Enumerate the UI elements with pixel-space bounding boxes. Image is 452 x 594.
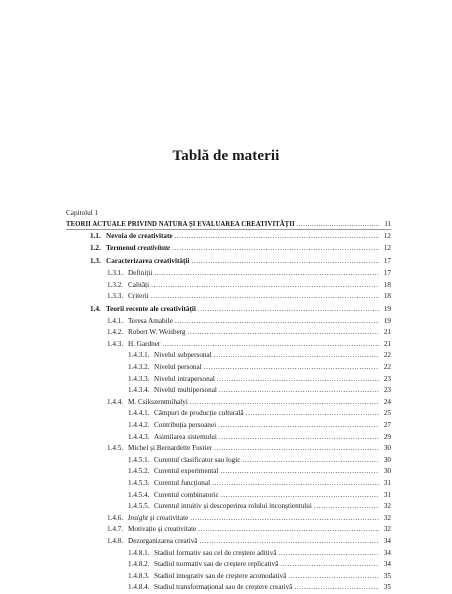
toc-entry-label: Nivelul multipersonal bbox=[154, 386, 217, 395]
toc-entry[interactable] bbox=[66, 490, 391, 502]
toc-entry-label: Calități bbox=[128, 280, 150, 289]
toc-entry-label bbox=[128, 513, 188, 525]
toc-entry[interactable] bbox=[66, 243, 391, 255]
dot-leader bbox=[214, 443, 379, 455]
toc-entry[interactable] bbox=[66, 231, 391, 243]
toc-entry-label bbox=[106, 243, 170, 255]
toc-entry[interactable] bbox=[66, 268, 391, 280]
toc-entry-number: 1.4.5.1. bbox=[128, 455, 150, 464]
toc-entry-page: 31 bbox=[383, 478, 391, 487]
toc-entry-number: 1.2. bbox=[90, 244, 101, 253]
toc-entry-label: Câmpuri de producție culturală bbox=[154, 409, 244, 418]
toc-entry-page: 12 bbox=[383, 244, 391, 253]
dot-leader bbox=[214, 350, 379, 362]
toc-entry-label-italic: creativitate bbox=[137, 244, 171, 253]
toc-entry[interactable] bbox=[66, 524, 391, 536]
dot-leader bbox=[219, 385, 379, 397]
toc-entry[interactable] bbox=[66, 304, 391, 316]
toc-entry-number: 1.4.3.2. bbox=[128, 363, 150, 372]
toc-entry-label: Stadiul formativ sau cel de creștere aditivă bbox=[154, 548, 277, 557]
toc-entry-label-part: Termenul bbox=[106, 244, 138, 253]
toc-entry[interactable] bbox=[66, 280, 391, 292]
toc-entry-label-italic: Insight bbox=[128, 513, 148, 522]
toc-entry-label-part: și creativitate bbox=[147, 513, 189, 522]
toc-entry-number: 1.4.5.3. bbox=[128, 478, 150, 487]
toc-entry-number: 1.4.4.1. bbox=[128, 409, 150, 418]
toc-entry-label: Curentul clasificator sau logic bbox=[154, 455, 241, 464]
toc-entry-number: 1.3.2. bbox=[107, 280, 124, 289]
dot-leader bbox=[175, 231, 379, 243]
toc-entry-label: Robert W. Weisberg bbox=[128, 328, 186, 337]
toc-entry-page: 18 bbox=[383, 292, 391, 301]
toc-entry[interactable] bbox=[66, 466, 391, 478]
dot-leader bbox=[242, 455, 379, 467]
toc-entry[interactable] bbox=[66, 397, 391, 409]
dot-leader bbox=[151, 291, 379, 303]
dot-leader bbox=[200, 536, 380, 548]
dot-leader bbox=[219, 432, 379, 444]
toc-entry[interactable] bbox=[66, 385, 391, 397]
toc-entry-number: 1.4.5.5. bbox=[128, 502, 150, 511]
toc-entry-number: 1.4.1. bbox=[107, 316, 124, 325]
toc-entry-number: 1.4.7. bbox=[107, 525, 124, 534]
toc-entry-page: 11 bbox=[384, 221, 391, 228]
toc-entry[interactable] bbox=[66, 291, 391, 303]
toc-entry-page: 30 bbox=[383, 467, 391, 476]
toc-entry[interactable] bbox=[66, 420, 391, 432]
toc-entry-page: 22 bbox=[383, 351, 391, 360]
dot-leader bbox=[212, 478, 379, 490]
dot-leader bbox=[172, 243, 379, 255]
toc-entry-page: 22 bbox=[383, 363, 391, 372]
toc-entry-page: 21 bbox=[383, 339, 391, 348]
toc-entry-label: Asimilarea sistemului bbox=[154, 432, 217, 441]
toc-entry-page: 25 bbox=[383, 409, 391, 418]
toc-entry-page: 30 bbox=[383, 455, 391, 464]
toc-entry-number: 1.4. bbox=[90, 305, 101, 314]
toc-entry-number: 1.4.8. bbox=[107, 536, 124, 545]
toc-entry-page: 23 bbox=[383, 386, 391, 395]
toc-entry[interactable] bbox=[66, 256, 391, 268]
dot-leader bbox=[297, 219, 379, 231]
toc-entry[interactable] bbox=[66, 408, 391, 420]
toc-entry-number: 1.4.8.4. bbox=[128, 583, 150, 592]
toc-entry-number: 1.4.4.3. bbox=[128, 432, 150, 441]
dot-leader bbox=[280, 559, 379, 571]
toc-entry-page: 18 bbox=[383, 280, 391, 289]
dot-leader bbox=[314, 501, 379, 513]
toc-entry-number: 1.4.3.3. bbox=[128, 374, 150, 383]
dot-leader bbox=[162, 339, 379, 351]
toc-entry-page: 12 bbox=[383, 231, 391, 240]
toc-entry-number: 1.4.6. bbox=[107, 513, 124, 522]
toc-entry[interactable] bbox=[66, 443, 391, 455]
toc-entry-page: 30 bbox=[383, 444, 391, 453]
toc-entry[interactable] bbox=[66, 559, 391, 571]
toc-entry-page: 34 bbox=[383, 536, 391, 545]
toc-entry-number: 1.4.5. bbox=[107, 444, 124, 453]
toc-entry-page: 19 bbox=[383, 316, 391, 325]
toc-entry-label: Criterii bbox=[128, 292, 149, 301]
toc-entry[interactable] bbox=[66, 316, 391, 328]
toc-entry-label: Michel și Bernardette Fustier bbox=[128, 444, 213, 453]
dot-leader bbox=[221, 490, 379, 502]
dot-leader bbox=[279, 548, 379, 560]
toc-entry[interactable] bbox=[66, 501, 391, 513]
toc-entry[interactable] bbox=[66, 582, 391, 594]
toc-entry-page: 17 bbox=[383, 268, 391, 277]
toc-entry-label: Curentul experimental bbox=[154, 467, 219, 476]
toc-entry[interactable] bbox=[66, 327, 391, 339]
toc-entry-number: 1.4.2. bbox=[107, 328, 124, 337]
toc-entry-label: Motivație și creativitate bbox=[128, 525, 197, 534]
toc-entry-label: M. Csikszentmihalyi bbox=[128, 397, 188, 406]
toc-entry-number: 1.4.5.4. bbox=[128, 490, 150, 499]
toc-entry-number: 1.1. bbox=[90, 231, 101, 240]
toc-entry-label: Teresa Amabile bbox=[128, 316, 173, 325]
toc-entry-label: Caracterizarea creativității bbox=[106, 257, 190, 266]
toc-entry-page: 24 bbox=[383, 397, 391, 406]
toc-entry-number: 1.3.1. bbox=[107, 268, 124, 277]
toc-entry-number: 1.3. bbox=[90, 257, 101, 266]
toc-entry-label: TEORII ACTUALE PRIVIND NATURA ȘI EVALUAREA CREATIVITĂȚII bbox=[66, 221, 295, 228]
toc-entry[interactable] bbox=[66, 219, 391, 231]
toc-entry-label: Teorii recente ale creativității bbox=[106, 305, 196, 314]
toc-entry-label: H. Gardner bbox=[128, 339, 161, 348]
toc-entry[interactable] bbox=[66, 339, 391, 351]
dot-leader bbox=[288, 571, 379, 583]
toc-entry-page: 35 bbox=[383, 571, 391, 580]
dot-leader bbox=[294, 582, 379, 594]
toc-entry-page: 21 bbox=[383, 328, 391, 337]
dot-leader bbox=[175, 316, 379, 328]
toc-entry-label: Curentul funcțional bbox=[154, 478, 211, 487]
table-of-contents bbox=[66, 219, 391, 594]
dot-leader bbox=[154, 268, 379, 280]
toc-entry-label: Nivelul subpersonal bbox=[154, 351, 212, 360]
dot-leader bbox=[218, 420, 379, 432]
toc-entry[interactable] bbox=[66, 536, 391, 548]
dot-leader bbox=[198, 524, 379, 536]
toc-entry-page: 32 bbox=[383, 525, 391, 534]
dot-leader bbox=[220, 466, 379, 478]
toc-entry[interactable] bbox=[66, 362, 391, 374]
toc-entry-page: 31 bbox=[383, 490, 391, 499]
toc-entry[interactable] bbox=[66, 548, 391, 560]
toc-entry-label: Nivelul personal bbox=[154, 363, 202, 372]
toc-entry-page: 29 bbox=[383, 432, 391, 441]
toc-entry[interactable] bbox=[66, 571, 391, 583]
toc-entry-label: Stadiul integrativ sau de creștere acomodativă bbox=[154, 571, 287, 580]
toc-entry-label: Nivelul intrapersonal bbox=[154, 374, 215, 383]
toc-entry[interactable] bbox=[66, 513, 391, 525]
toc-entry-number: 1.4.3.4. bbox=[128, 386, 150, 395]
toc-entry[interactable] bbox=[66, 478, 391, 490]
dot-leader bbox=[188, 327, 379, 339]
dot-leader bbox=[246, 408, 379, 420]
toc-entry-page: 35 bbox=[383, 583, 391, 592]
toc-entry-label: Nevoia de creativitate bbox=[106, 231, 173, 240]
toc-entry-page: 34 bbox=[383, 560, 391, 569]
dot-leader bbox=[151, 280, 379, 292]
dot-leader bbox=[190, 397, 379, 409]
toc-entry-label: Contribuția persoanei bbox=[154, 420, 217, 429]
toc-entry-page: 27 bbox=[383, 420, 391, 429]
toc-entry-number: 1.4.8.2. bbox=[128, 560, 150, 569]
toc-entry-page: 32 bbox=[383, 502, 391, 511]
toc-entry-number: 1.4.8.1. bbox=[128, 548, 150, 557]
toc-entry-number: 1.4.3. bbox=[107, 339, 124, 348]
dot-leader bbox=[191, 256, 379, 268]
toc-entry-number: 1.3.3. bbox=[107, 292, 124, 301]
toc-entry-label: Curentul combinatoric bbox=[154, 490, 219, 499]
toc-entry-number: 1.4.4. bbox=[107, 397, 124, 406]
toc-entry-page: 19 bbox=[383, 305, 391, 314]
toc-entry-label: Dezorganizarea creativă bbox=[128, 536, 198, 545]
toc-entry-label: Curentul intuitiv și descoperirea rolului inconștientului bbox=[154, 502, 312, 511]
dot-leader bbox=[204, 362, 379, 374]
dot-leader bbox=[190, 513, 379, 525]
toc-entry-page: 34 bbox=[383, 548, 391, 557]
toc-entry-number: 1.4.4.2. bbox=[128, 420, 150, 429]
toc-entry[interactable] bbox=[66, 455, 391, 467]
toc-entry[interactable] bbox=[66, 432, 391, 444]
toc-entry[interactable] bbox=[66, 350, 391, 362]
toc-entry-number: 1.4.5.2. bbox=[128, 467, 150, 476]
toc-entry-label: Stadiul normativ sau de creștere replicativă bbox=[154, 560, 279, 569]
chapter-label: Capitolul 1 bbox=[66, 209, 99, 217]
toc-entry-number: 1.4.3.1. bbox=[128, 351, 150, 360]
toc-entry-page: 23 bbox=[383, 374, 391, 383]
dot-leader bbox=[217, 374, 379, 386]
toc-entry-label: Definiții bbox=[128, 268, 153, 277]
toc-entry-page: 32 bbox=[383, 513, 391, 522]
toc-entry-label: Stadiul transformațional sau de creștere creativă bbox=[154, 583, 293, 592]
toc-entry-page: 17 bbox=[383, 257, 391, 266]
page-title: Tablă de materii bbox=[172, 148, 280, 164]
toc-entry[interactable] bbox=[66, 374, 391, 386]
dot-leader bbox=[198, 304, 379, 316]
toc-entry-number: 1.4.8.3. bbox=[128, 571, 150, 580]
